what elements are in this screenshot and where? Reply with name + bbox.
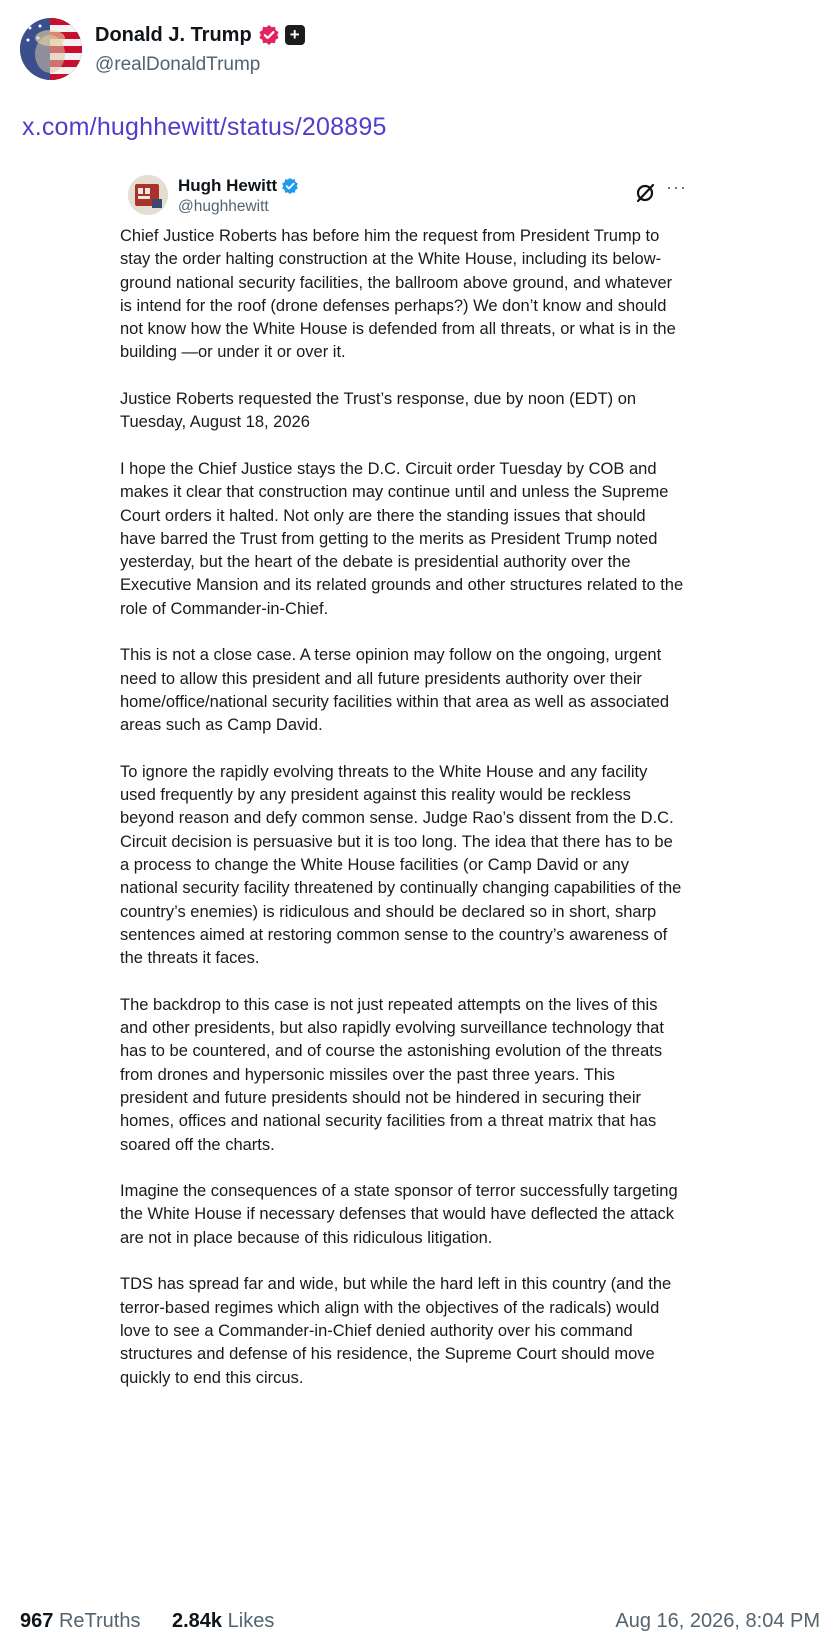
retruths-count: 967 bbox=[20, 1610, 54, 1632]
post-header bbox=[20, 18, 305, 80]
embedded-author-name[interactable]: Hugh Hewitt bbox=[178, 176, 278, 195]
embedded-author-name-row bbox=[178, 175, 299, 197]
author-name-row bbox=[95, 22, 305, 48]
likes-label: Likes bbox=[227, 1610, 275, 1632]
embedded-paragraph: The backdrop to this case is not just repeated attempts on the lives of this and other presidents, but also rapidly evolving surveillance technology that has to be countered, and of course the astonishing evolution of the threats from drones and hypersonic missiles over the past three years. This president and future presidents should not be hindered in securing their homes, offices and national security facilities from a threat matrix that has soared off the charts. bbox=[120, 995, 664, 1154]
author-block bbox=[95, 22, 305, 76]
retruths-stat[interactable] bbox=[20, 1610, 140, 1633]
status-link[interactable]: x.com/hughhewitt/status/208895 bbox=[22, 113, 387, 141]
embedded-paragraph: TDS has spread far and wide, but while the hard left in this country (and the terror-based regimes which align with the objectives of the radicals) would love to see a Commander-in-Chief denied authority over his command structures and defense of his residence, the Supreme Court should move quickly to end this circus. bbox=[120, 1275, 672, 1387]
grok-icon[interactable] bbox=[634, 182, 656, 204]
embedded-post-header bbox=[128, 175, 728, 225]
embedded-author-handle[interactable]: @hughhewitt bbox=[178, 198, 269, 215]
author-handle[interactable]: @realDonaldTrump bbox=[95, 54, 261, 75]
embedded-author-block bbox=[178, 175, 299, 216]
post-timestamp[interactable]: Aug 16, 2026, 8:04 PM bbox=[615, 1610, 820, 1632]
verified-badge-icon bbox=[258, 24, 280, 46]
embedded-post[interactable] bbox=[108, 163, 728, 1583]
author-display-name[interactable]: Donald J. Trump bbox=[95, 23, 252, 46]
embedded-paragraph: This is not a close case. A terse opinion may follow on the ongoing, urgent need to allow this president and all future presidents authority over their home/office/national security facilities within that area as well as associated areas such as Camp David. bbox=[120, 646, 670, 735]
likes-count: 2.84k bbox=[172, 1610, 223, 1632]
embedded-paragraph: Imagine the consequences of a state sponsor of terror successfully targeting the White House if necessary defenses that would have deflected the attack are not in place because of this ridiculous litigation. bbox=[120, 1182, 678, 1247]
retruths-label: ReTruths bbox=[58, 1610, 141, 1632]
embedded-post-body bbox=[120, 225, 685, 1413]
post-footer bbox=[20, 1610, 820, 1640]
embedded-author-avatar[interactable] bbox=[128, 175, 168, 215]
plus-badge-icon: + bbox=[285, 25, 305, 45]
embedded-paragraph: To ignore the rapidly evolving threats to the White House and any facility used frequently by any president against this reality would be reckless beyond reason and defy common sense. Judge Rao’s dissent from the D.C. Circuit decision is persuasive but it is too long. The idea that there has to be a process to change the White House facilities (or Camp David or any national security facility threatened by continually changing capabilities of the country’s enemies) is ridiculous and should be declared so in short, sharp sentences aimed at restoring common sense to the country’s awareness of the threats it faces. bbox=[120, 762, 682, 968]
embedded-paragraph: Justice Roberts requested the Trust’s response, due by noon (EDT) on Tuesday, August 18, 2026 bbox=[120, 390, 637, 432]
embedded-paragraph: Chief Justice Roberts has before him the request from President Trump to stay the order halting construction at the White House, including its below-ground national security facilities, the ballroom above ground, and whatever is intend for the roof (drone defenses perhaps?) We don’t know and should not know how the White House is defended from all threats, or what is in the building —or under it or over it. bbox=[120, 227, 676, 362]
more-icon[interactable]: ··· bbox=[666, 177, 687, 197]
author-avatar[interactable] bbox=[20, 18, 82, 80]
blue-check-icon bbox=[281, 177, 299, 195]
embedded-paragraph: I hope the Chief Justice stays the D.C. Circuit order Tuesday by COB and makes it clear that construction may continue until and unless the Supreme Court orders it halted. Not only are there the standing issues that should have barred the Trust from getting to the merits as President Trump noted yesterday, but the heart of the debate is presidential authority over the Executive Mansion and its related grounds and other structures related to the role of Commander-in-Chief. bbox=[120, 459, 684, 618]
likes-stat[interactable] bbox=[172, 1610, 274, 1633]
